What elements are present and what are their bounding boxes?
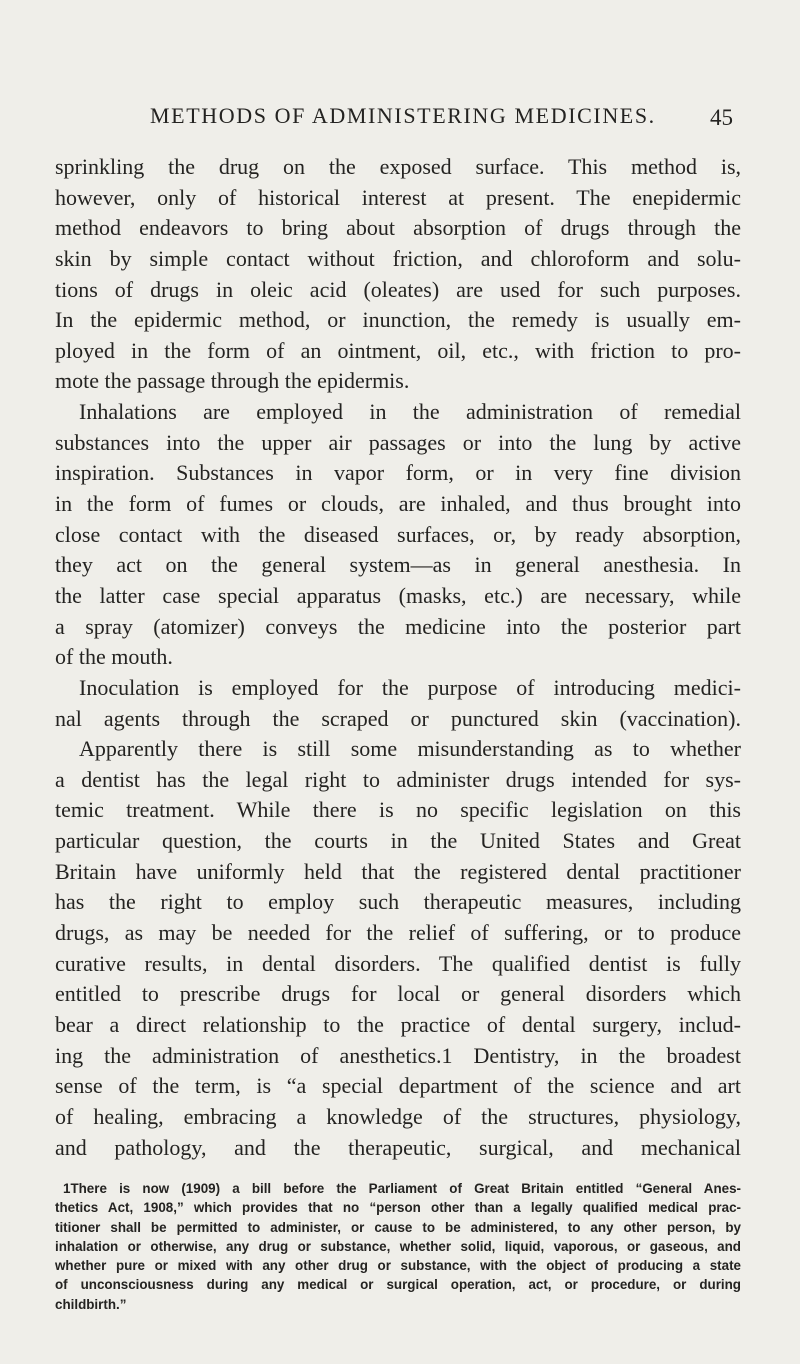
body-line: they act on the general system—as in general anesthesia. In <box>55 552 741 578</box>
body-line: mote the passage through the epidermis. <box>55 368 410 394</box>
running-title: METHODS OF ADMINISTERING MEDICINES. <box>150 103 656 128</box>
body-text <box>55 152 741 1163</box>
body-line: particular question, the courts in the United States and Great <box>55 828 741 854</box>
body-line: bear a direct relationship to the practice of dental surgery, includ- <box>55 1011 741 1037</box>
body-line: has the right to employ such therapeutic measures, including <box>55 889 741 915</box>
body-line: skin by simple contact without friction, and chloroform and solu- <box>55 245 741 271</box>
body-line: substances into the upper air passages or into the lung by active <box>55 429 741 455</box>
body-line: Britain have uniformly held that the registered dental practitioner <box>55 858 741 884</box>
body-line: a spray (atomizer) conveys the medicine into the posterior part <box>55 613 741 639</box>
footnote-line: inhalation or otherwise, any drug or substance, whether solid, liquid, vaporous, or gaseous, and <box>55 1238 741 1254</box>
body-line: of healing, embracing a knowledge of the structures, physiology, <box>55 1103 741 1129</box>
body-line: and pathology, and the therapeutic, surgical, and mechanical <box>55 1134 741 1160</box>
body-line: Inhalations are employed in the administration of remedial <box>79 399 741 425</box>
body-line: the latter case special apparatus (masks, etc.) are necessary, while <box>55 582 741 608</box>
body-line: temic treatment. While there is no specific legislation on this <box>55 797 741 823</box>
body-line: method endeavors to bring about absorption of drugs through the <box>55 215 741 241</box>
footnote-line: thetics Act, 1908,” which provides that no “person other than a legally qualified medical prac- <box>55 1200 741 1216</box>
page-number: 45 <box>710 105 733 130</box>
body-line: tions of drugs in oleic acid (oleates) are used for such purposes. <box>55 276 741 302</box>
body-line: curative results, in dental disorders. The qualified dentist is fully <box>55 950 741 976</box>
body-line: entitled to prescribe drugs for local or general disorders which <box>55 981 741 1007</box>
body-line: of the mouth. <box>55 644 173 670</box>
body-line: a dentist has the legal right to administer drugs intended for sys- <box>55 766 741 792</box>
footnote-line: of unconsciousness during any medical or surgical operation, act, or procedure, or during <box>55 1277 741 1293</box>
body-line: ployed in the form of an ointment, oil, etc., with friction to pro- <box>55 337 741 363</box>
body-line: sprinkling the drug on the exposed surface. This method is, <box>55 154 741 179</box>
footnote-line: 1There is now (1909) a bill before the Parliament of Great Britain entitled “General Anes- <box>63 1181 741 1196</box>
footnote-line: childbirth.” <box>55 1296 127 1312</box>
body-line: inspiration. Substances in vapor form, or in very fine division <box>55 460 741 486</box>
body-line: however, only of historical interest at present. The enepidermic <box>55 184 741 210</box>
body-line: ing the administration of anesthetics.1 Dentistry, in the broadest <box>55 1042 741 1068</box>
body-line: drugs, as may be needed for the relief of suffering, or to produce <box>55 920 741 946</box>
body-line: close contact with the diseased surfaces, or, by ready absorption, <box>55 521 741 547</box>
footnote <box>55 1179 741 1314</box>
running-head <box>0 103 800 133</box>
body-line: nal agents through the scraped or punctured skin (vaccination). <box>55 705 741 731</box>
body-line: Inoculation is employed for the purpose of introducing medici- <box>79 674 741 700</box>
body-line: in the form of fumes or clouds, are inhaled, and thus brought into <box>55 491 741 517</box>
body-line: Apparently there is still some misunderstanding as to whether <box>79 736 741 762</box>
footnote-line: titioner shall be permitted to administer, or cause to be administered, to any other person, by <box>55 1219 741 1235</box>
footnote-line: whether pure or mixed with any other drug or substance, with the object of producing a state <box>55 1258 741 1274</box>
body-line: In the epidermic method, or inunction, the remedy is usually em- <box>55 307 741 333</box>
body-line: sense of the term, is “a special department of the science and art <box>55 1073 741 1099</box>
